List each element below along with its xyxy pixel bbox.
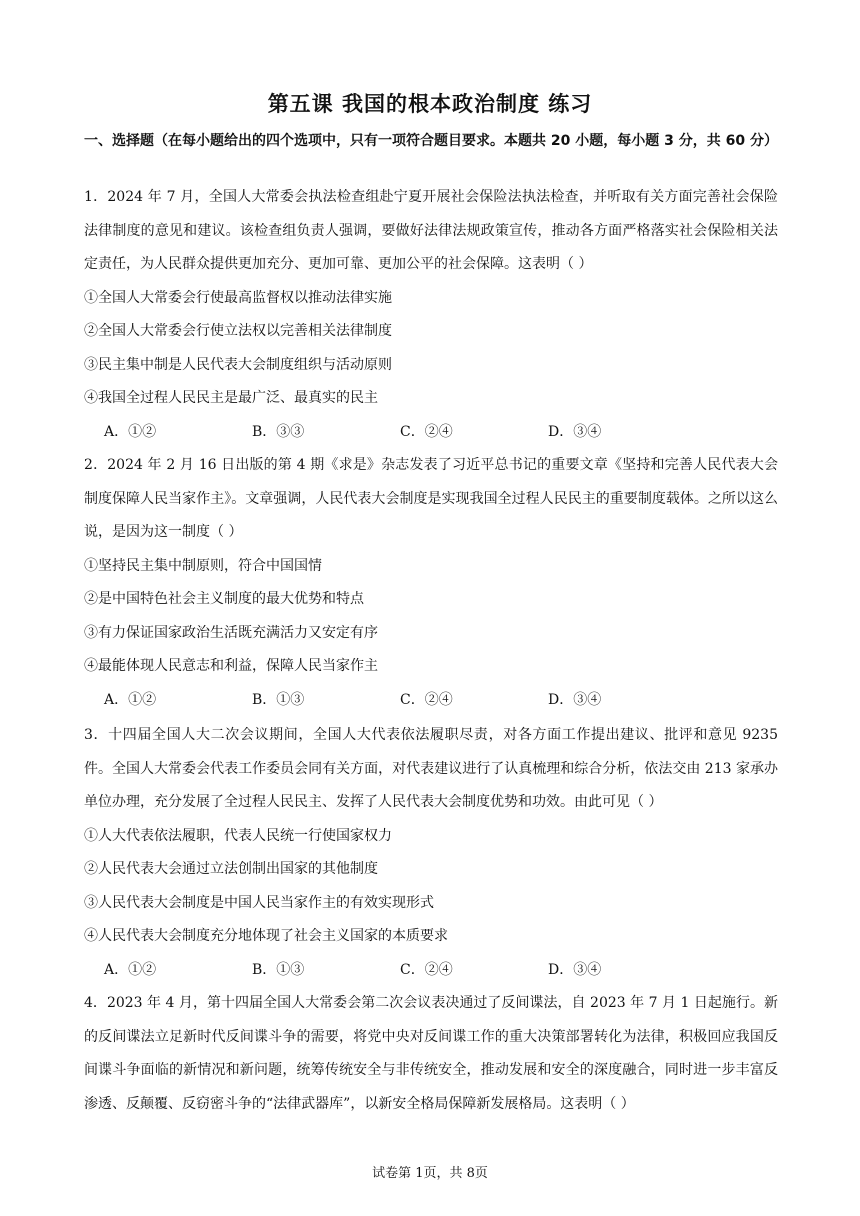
question-1 <box>84 181 778 449</box>
statement-option: ①坚持民主集中制原则，符合中国国情 <box>84 557 322 574</box>
choice-d: D．③④ <box>548 961 602 978</box>
statement-option: ②是中国特色社会主义制度的最大优势和特点 <box>84 591 364 607</box>
statement-option: ①全国人大常委会行使最高监督权以推动法律实施 <box>84 289 392 306</box>
statement-option: ③民主集中制是人民代表大会制度组织与活动原则 <box>84 356 392 373</box>
question-stem: 3．十四届全国人大二次会议期间，全国人大代表依法履职尽责，对各方面工作提出建议、批评和意见 9235 件。全国人大常委会代表工作委员会同有关方面，对代表建议进行了认真梳理和综合分析，依法交由 213 家承办单位办理，充分发展了全过程人民民主、发挥了人民代表大会制度优势和功效。由此可见（ ） <box>84 727 778 810</box>
statement-option: ④最能体现人民意志和利益，保障人民当家作主 <box>84 658 378 674</box>
choice-b: B．①③ <box>252 691 305 708</box>
choice-d: D．③④ <box>548 423 602 440</box>
statement-option: ④人民代表大会制度充分地体现了社会主义国家的本质要求 <box>84 928 448 944</box>
page-footer: 试卷第 1页，共 8页 <box>372 1166 488 1181</box>
page-title: 第五课 我国的根本政治制度 练习 <box>267 92 593 116</box>
choice-c: C．②④ <box>400 423 453 440</box>
choice-d: D．③④ <box>548 691 602 708</box>
choice-c: C．②④ <box>400 691 453 708</box>
statement-option: ③有力保证国家政治生活既充满活力又安定有序 <box>84 624 378 641</box>
statement-option: ③人民代表大会制度是中国人民当家作主的有效实现形式 <box>84 894 434 911</box>
section-heading: 一、选择题（在每小题给出的四个选项中，只有一项符合题目要求。本题共 20 小题，每小题 3 分，共 60 分） <box>84 133 778 149</box>
question-3 <box>84 719 778 987</box>
statement-option: ④我国全过程人民民主是最广泛、最真实的民主 <box>84 390 378 406</box>
choice-a: A．①② <box>104 691 157 708</box>
answer-choices <box>84 954 778 988</box>
answer-choices <box>84 416 778 450</box>
statement-option: ①人大代表依法履职，代表人民统一行使国家权力 <box>84 827 392 844</box>
choice-c: C．②④ <box>400 961 453 978</box>
choice-a: A．①② <box>104 423 157 440</box>
choice-b: B．③③ <box>252 423 305 440</box>
statement-option: ②人民代表大会通过立法创制出国家的其他制度 <box>84 861 378 877</box>
choice-b: B．①③ <box>252 961 305 978</box>
question-stem: 1．2024 年 7 月，全国人大常委会执法检查组赴宁夏开展社会保险法执法检查，并听取有关方面完善社会保险法律制度的意见和建议。该检查组负责人强调，要做好法律法规政策宣传，推动各方面严格落实社会保险相关法定责任，为人民群众提供更加充分、更加可靠、更加公平的社会保障。这表明（ ） <box>84 189 778 272</box>
question-stem: 4．2023 年 4 月，第十四届全国人大常委会第二次会议表决通过了反间谍法，自 2023 年 7 月 1 日起施行。新的反间谍法立足新时代反间谍斗争的需要，将党中央对反间谍工作的重大决策部署转化为法律，积极回应我国反间谍斗争面临的新情况和新问题，统筹传统安全与非传统安全，推动发展和安全的深度融合，同时进一步丰富反渗透、反颠覆、反窃密斗争的“法律武器库”，以新安全格局保障新发展格局。这表明（ ） <box>84 995 778 1112</box>
question-stem: 2．2024 年 2 月 16 日出版的第 4 期《求是》杂志发表了习近平总书记的重要文章《坚持和完善人民代表大会制度保障人民当家作主》。文章强调，人民代表大会制度是实现我国全过程人民民主的重要制度载体。之所以这么说，是因为这一制度（ ） <box>84 457 778 540</box>
question-2 <box>84 449 778 717</box>
statement-option: ②全国人大常委会行使立法权以完善相关法律制度 <box>84 323 392 339</box>
answer-choices <box>84 684 778 718</box>
question-4 <box>84 987 778 1121</box>
choice-a: A．①② <box>104 961 157 978</box>
